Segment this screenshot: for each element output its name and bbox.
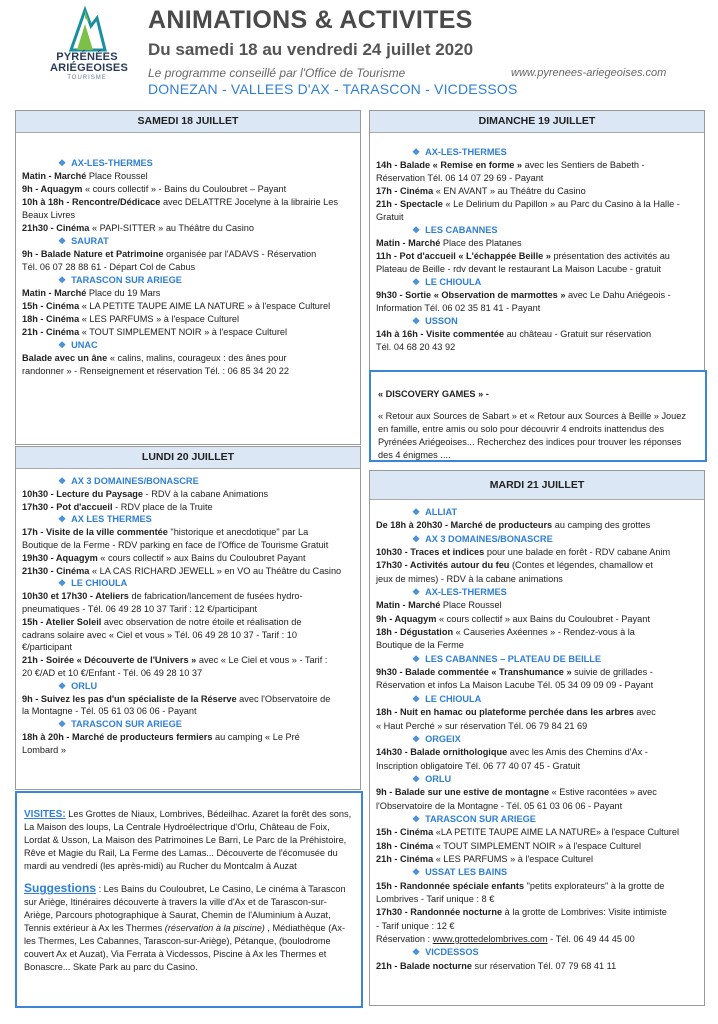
location-name: TARASCON SUR ARIEGE <box>71 275 182 285</box>
event-line <box>22 539 354 552</box>
event-detail: au camping « Le Pré <box>212 731 300 742</box>
samedi-content <box>16 133 360 378</box>
lundi-header: LUNDI 20 JUILLET <box>16 447 360 469</box>
event-line <box>376 853 698 866</box>
event-line <box>22 222 354 235</box>
event-detail: Lombrives - Tarif unique : 8 € <box>376 893 495 904</box>
event-detail: « PAPI-SITTER » au Théâtre du Casino <box>89 223 255 233</box>
event-line <box>22 526 354 539</box>
event-time-title: Matin - Marché <box>376 600 441 611</box>
event-line <box>376 706 698 719</box>
location-heading <box>22 235 354 248</box>
lundi-section <box>15 446 361 790</box>
event-detail: au château - Gratuit sur réservation <box>504 329 652 339</box>
diamond-bullet-icon: ❖ <box>412 533 421 544</box>
diamond-bullet-icon: ❖ <box>412 507 421 517</box>
diamond-bullet-icon: ❖ <box>412 813 421 824</box>
diamond-bullet-icon: ❖ <box>58 719 67 730</box>
event-time-title: 15h - Cinéma <box>376 827 434 838</box>
event-time-title: 9h - Suivez les pas d'un spécialiste de la Réserve <box>22 693 237 704</box>
website-link[interactable]: www.pyrenees-ariegeoises.com <box>511 67 667 79</box>
visites-label: VISITES: <box>24 809 66 821</box>
areas-heading: DONEZAN - VALLEES D'AX - TARASCON - VICDESSOS <box>148 81 518 97</box>
event-line <box>376 893 698 906</box>
event-detail: « cours collectif » aux Bains du Couloubret - Payant <box>436 613 650 624</box>
event-detail: - Tarif unique : 12 € <box>376 920 455 931</box>
event-line <box>376 906 698 919</box>
dimanche-header: DIMANCHE 19 JUILLET <box>370 111 704 133</box>
event-time-title: 15h - Cinéma <box>22 301 80 311</box>
event-detail: Inscription obligatoire Tél. 06 77 40 07 45 - Gratuit <box>376 760 581 771</box>
event-detail: Gratuit <box>376 212 404 222</box>
event-time-title: 14h - Balade « Remise en forme » <box>376 160 523 170</box>
event-line <box>376 302 698 315</box>
mardi-content <box>370 500 704 973</box>
diamond-bullet-icon: ❖ <box>58 680 67 691</box>
event-detail: avec les Sentiers de Babeth - <box>522 160 645 170</box>
event-detail: Réservation et infos La Maison Lacube Tél. 05 34 09 09 09 - Payant <box>376 680 654 691</box>
event-line <box>22 565 354 578</box>
event-time-title: 9h30 - Sortie « Observation de marmottes » <box>376 290 566 300</box>
event-detail: Place Roussel <box>440 600 502 611</box>
event-line <box>376 840 698 853</box>
dimanche-content <box>370 133 704 354</box>
discovery-title: « DISCOVERY GAMES » - <box>378 389 489 400</box>
event-detail: pneumatiques - Tél. 06 49 28 10 37 Tarif : 12 €/participant <box>22 603 258 614</box>
location-name: LES CABANNES – PLATEAU DE BEILLE <box>425 653 602 664</box>
event-time-title: 18h - Dégustation <box>376 627 454 638</box>
event-line <box>376 250 698 263</box>
location-name: AX-LES-THERMES <box>425 587 507 598</box>
diamond-bullet-icon: ❖ <box>412 653 421 664</box>
event-detail: randonner » - Renseignement et réservation Tél. : 06 85 34 20 22 <box>22 366 289 376</box>
visites-text: Les Grottes de Niaux, Lombrives, Bédeilhac. Azaret la forêt des sons, La Maison des loups, La Centrale Hydroélectrique d'Orlu, Château de Foix, Lordat & Usson, La Maison des Patrimoines Le Barri, Le Parc de la Préhistoire, Rêve et Magie du Rail, La Ferme des Lamas... Découverte de l'écomusée du mardi au vendredi (les après-midi) au Rucher du Montcalm à Auzat <box>24 809 352 872</box>
event-detail: Place du 19 Mars <box>86 288 161 298</box>
event-line <box>376 237 698 250</box>
event-line <box>376 341 698 354</box>
location-heading <box>22 339 354 352</box>
location-name: USSON <box>425 316 458 326</box>
event-detail: « LA PETITE TAUPE AIME LA NATURE » à l'espace Culturel <box>79 301 331 311</box>
event-line <box>22 552 354 565</box>
event-line <box>376 519 698 532</box>
event-line <box>376 289 698 302</box>
event-time-title: 15h - Randonnée spéciale enfants <box>376 880 525 891</box>
event-line <box>376 211 698 224</box>
event-line <box>376 559 698 572</box>
location-heading <box>376 533 698 546</box>
location-heading <box>376 946 698 959</box>
event-time-title: 21h30 - Cinéma <box>22 565 90 576</box>
event-line <box>22 603 354 616</box>
page-dates: Du samedi 18 au vendredi 24 juillet 2020 <box>148 40 474 59</box>
discovery-games-box <box>369 370 707 462</box>
event-time-title: 9h30 - Balade commentée « Transhumance » <box>376 667 572 678</box>
event-line <box>22 261 354 274</box>
diamond-bullet-icon: ❖ <box>412 733 421 744</box>
event-detail: 20 €/AD et 10 €/Enfant - Tél. 06 49 28 10 37 <box>22 667 203 678</box>
location-heading <box>376 506 698 519</box>
event-time-title: 18h à 20h - Marché de producteurs fermiers <box>22 731 213 742</box>
event-line <box>376 933 698 946</box>
event-time-title: Matin - Marché <box>22 288 87 298</box>
event-detail: suivie de grillades - <box>571 667 653 678</box>
suggestions-italic: (réservation à la piscine) <box>164 923 265 934</box>
location-name: ALLIAT <box>425 507 458 517</box>
event-line <box>22 365 354 378</box>
event-detail: (Contes et légendes, chamallow et <box>509 560 653 571</box>
event-time-title: 21h - Spectacle <box>376 199 443 209</box>
event-time-title: 21h30 - Cinéma <box>22 223 90 233</box>
event-line <box>22 705 354 718</box>
event-detail: avec les Amis des Chemins d'Ax - <box>507 747 648 758</box>
event-time-title: 17h - Visite de la ville commentée <box>22 527 168 538</box>
event-time-title: 10h30 - Lecture du Paysage <box>22 488 144 499</box>
diamond-bullet-icon: ❖ <box>412 277 421 287</box>
event-detail: « cours collectif » aux Bains du Couloubret Payant <box>97 552 306 563</box>
event-line <box>376 920 698 933</box>
event-detail: « Estive racontées » avec <box>549 787 657 798</box>
event-detail: Place Roussel <box>86 171 148 181</box>
event-time-title: 21h - Cinéma <box>376 853 434 864</box>
event-detail: pour une balade en forêt - RDV cabane Anim <box>484 547 671 558</box>
suggestions-label: Suggestions <box>24 881 97 896</box>
event-line <box>22 183 354 196</box>
event-detail: avec Le Dahu Ariégeois - <box>565 290 671 300</box>
event-detail: "petits explorateurs" à la grotte de <box>524 880 665 891</box>
event-detail: avec observation de notre étoile et réalisation de <box>101 616 302 627</box>
event-time-title: 9h - Aquagym <box>376 613 437 624</box>
event-line <box>22 641 354 654</box>
event-detail: organisée par l'ADAVS - Réservation <box>163 249 317 259</box>
event-detail: - RDV place de la Truite <box>112 501 213 512</box>
event-line <box>376 159 698 172</box>
event-detail: €/participant <box>22 642 73 653</box>
diamond-bullet-icon: ❖ <box>412 587 421 598</box>
event-line <box>376 679 698 692</box>
event-line <box>376 760 698 773</box>
event-detail: « Haut Perché » sur réservation Tél. 06 79 84 21 69 <box>376 720 588 731</box>
event-time-title: 10h à 18h - Rencontre/Dédicace <box>22 197 161 207</box>
location-heading <box>376 315 698 328</box>
location-name: LE CHIOULA <box>71 578 128 589</box>
event-detail: « calins, malins, courageux : des ânes pour <box>107 353 287 363</box>
logo-text-line1: PYRÉNÉES <box>56 51 118 63</box>
event-time-title: 18h - Cinéma <box>376 840 434 851</box>
event-time-title: 17h30 - Randonnée nocturne <box>376 907 503 918</box>
dimanche-section <box>369 110 705 372</box>
event-detail: Boutique de la Ferme - RDV parking en face de l'Office de Tourisme Gratuit <box>22 539 329 550</box>
event-line <box>22 313 354 326</box>
location-heading <box>376 276 698 289</box>
location-name: AX LES THERMES <box>71 514 152 525</box>
location-heading <box>22 513 354 526</box>
event-detail: de fabrication/lancement de fusées hydro- <box>128 591 303 602</box>
location-heading <box>376 813 698 826</box>
event-detail: avec <box>633 707 656 718</box>
event-detail: Beaux Livres <box>22 210 76 220</box>
event-line <box>22 352 354 365</box>
event-detail: la Montagne - Tél. 05 61 03 06 06 - Payant <box>22 706 197 717</box>
event-line <box>22 300 354 313</box>
event-detail: présentation des activités au <box>550 251 670 261</box>
event-link[interactable]: www.grottedelombrives.com <box>432 934 548 944</box>
location-name: VICDESSOS <box>425 947 479 958</box>
location-name: AX 3 DOMAINES/BONASCRE <box>71 476 199 486</box>
location-heading <box>376 653 698 666</box>
suggestions-text-1: : Les Bains du Couloubret, Le Casino, Le cinéma à Tarascon sur Ariège, Itinéraires découverte à travers la ville d'Ax et de Tarascon-sur-Ariège, Parcours photographique à Saurat, Chemin de l'Aluminium à Auzat, Tennis extérieur à Ax les Thermes <box>24 884 346 934</box>
event-line <box>376 826 698 839</box>
mountain-logo-icon <box>67 6 107 52</box>
event-line <box>376 546 698 559</box>
event-detail: Boutique de la Ferme <box>376 640 464 651</box>
event-line <box>22 654 354 667</box>
event-detail: Place des Platanes <box>440 238 522 248</box>
location-name: LE CHIOULA <box>425 693 482 704</box>
event-line <box>22 629 354 642</box>
lundi-content <box>16 469 360 757</box>
diamond-bullet-icon: ❖ <box>412 693 421 704</box>
event-time-title: 17h - Cinéma <box>376 186 434 196</box>
event-detail: Plateau de Beille - rdv devant le restaurant La Maison Lacube - gratuit <box>376 264 661 274</box>
event-detail: « LES PARFUMS » à l'espace Culturel <box>433 853 594 864</box>
event-line <box>22 287 354 300</box>
event-line <box>22 196 354 209</box>
event-line <box>376 800 698 813</box>
diamond-bullet-icon: ❖ <box>58 578 67 589</box>
logo-text-line2: ARIÉGEOISES <box>50 62 128 74</box>
event-line <box>22 590 354 603</box>
event-line <box>376 639 698 652</box>
event-detail: « cours collectif » - Bains du Couloubret – Payant <box>82 184 287 194</box>
diamond-bullet-icon: ❖ <box>58 158 67 168</box>
event-detail: « EN AVANT » au Théâtre du Casino <box>433 186 586 196</box>
diamond-bullet-icon: ❖ <box>412 225 421 235</box>
event-line <box>22 501 354 514</box>
location-name: LES CABANNES <box>425 225 498 235</box>
event-line <box>376 573 698 586</box>
diamond-bullet-icon: ❖ <box>58 236 67 246</box>
location-heading <box>376 866 698 879</box>
location-name: SAURAT <box>71 236 109 246</box>
location-heading <box>22 577 354 590</box>
event-line <box>22 248 354 261</box>
event-time-title: 9h - Aquagym <box>22 184 83 194</box>
event-time-title: 9h - Balade Nature et Patrimoine <box>22 249 164 259</box>
event-detail: Lombard » <box>22 744 66 755</box>
event-detail: avec DELATTRE Jocelyne à la librairie Les <box>160 197 338 207</box>
event-time-title: 21h - Balade nocturne <box>376 960 472 971</box>
location-name: LE CHIOULA <box>425 277 482 287</box>
location-heading <box>376 224 698 237</box>
event-line <box>22 209 354 222</box>
event-time-title: 17h30 - Activités autour du feu <box>376 560 510 571</box>
diamond-bullet-icon: ❖ <box>58 476 67 486</box>
location-name: AX-LES-THERMES <box>71 158 153 168</box>
event-time-title: 21h - Soirée « Découverte de l'Univers » <box>22 655 197 666</box>
diamond-bullet-icon: ❖ <box>412 947 421 958</box>
event-time-title: 15h - Atelier Soleil <box>22 616 102 627</box>
diamond-bullet-icon: ❖ <box>412 147 421 157</box>
event-line <box>22 616 354 629</box>
event-line <box>376 880 698 893</box>
event-line <box>376 599 698 612</box>
location-heading <box>22 157 354 170</box>
event-detail: « LA CAS RICHARD JEWELL » en VO au Théâtre du Casino <box>89 565 342 576</box>
event-time-title: Matin - Marché <box>22 171 87 181</box>
event-line <box>22 170 354 183</box>
page-title: ANIMATIONS & ACTIVITES <box>148 6 473 34</box>
event-detail: Tél. 04 68 20 43 92 <box>376 342 456 352</box>
event-time-title: 10h30 et 17h30 - Ateliers <box>22 591 129 602</box>
location-name: TARASCON SUR ARIEGE <box>71 719 182 730</box>
location-name: TARASCON SUR ARIEGE <box>425 813 536 824</box>
event-time-title: 18h - Cinéma <box>22 314 80 324</box>
event-detail: à la grotte de Lombrives: Visite intimiste <box>502 907 667 918</box>
location-heading <box>22 718 354 731</box>
discovery-text: « Retour aux Sources de Sabart » et « Retour aux Sources à Beille » Jouez en famille, entre amis ou solo pour découvrir 4 endroits inattendus des Pyrénées Ariégeoises... Recherchez des indices pour trouver les réponses des 4 énigmes .... <box>378 411 686 461</box>
event-line <box>376 720 698 733</box>
event-detail: avec « Le Ciel et vous » - Tarif : <box>196 655 328 666</box>
page-subtitle: Le programme conseillé par l'Office de Tourisme <box>148 66 406 80</box>
event-line <box>22 731 354 744</box>
pyrenees-ariegeoises-logo <box>50 6 128 90</box>
samedi-section <box>15 110 361 445</box>
diamond-bullet-icon: ❖ <box>412 316 421 326</box>
event-detail: Information Tél. 06 02 35 81 41 - Payant <box>376 303 541 313</box>
event-detail: jeux de mimes) - RDV à la cabane animations <box>376 573 563 584</box>
event-detail: "historique et anecdotique" par La <box>167 527 309 538</box>
event-line <box>376 666 698 679</box>
event-line <box>376 626 698 639</box>
mardi-header: MARDI 21 JUILLET <box>370 471 704 500</box>
event-line <box>376 185 698 198</box>
event-detail: Tél. 06 07 28 88 61 - Départ Col de Cabus <box>22 262 196 272</box>
event-line <box>376 613 698 626</box>
event-line <box>22 488 354 501</box>
event-detail: «LA PETITE TAUPE AIME LA NATURE» à l'espace Culturel <box>433 827 680 838</box>
event-line <box>22 693 354 706</box>
visites-suggestions-box <box>15 791 363 1008</box>
location-heading <box>376 773 698 786</box>
event-time-title: 11h - Pot d'accueil « L'échappée Beille » <box>376 251 551 261</box>
location-name: AX-LES-THERMES <box>425 147 507 157</box>
logo-text-line3: TOURISME <box>67 75 107 81</box>
event-time-title: 14h30 - Balade ornithologique <box>376 747 508 758</box>
diamond-bullet-icon: ❖ <box>58 275 67 285</box>
event-line <box>376 960 698 973</box>
event-detail: cadrans solaire avec « Ciel et vous » Tél. 06 49 28 10 37 - Tarif : 10 <box>22 629 297 640</box>
event-time-title: De 18h à 20h30 - Marché de producteurs <box>376 520 553 531</box>
location-heading <box>376 586 698 599</box>
location-name: ORLU <box>71 680 98 691</box>
event-time-title: 17h30 - Pot d'accueil <box>22 501 113 512</box>
event-time-title: 9h - Balade sur une estive de montagne <box>376 787 550 798</box>
diamond-bullet-icon: ❖ <box>412 773 421 784</box>
event-detail: Réservation Tél. 06 14 07 29 69 - Payant <box>376 173 544 183</box>
event-line <box>376 263 698 276</box>
location-heading <box>22 475 354 488</box>
event-detail: - RDV à la cabane Animations <box>143 488 269 499</box>
event-detail: au camping des grottes <box>552 520 651 531</box>
event-line <box>376 786 698 799</box>
event-line <box>22 667 354 680</box>
location-name: AX 3 DOMAINES/BONASCRE <box>425 533 553 544</box>
event-line <box>376 198 698 211</box>
event-detail: « Causeries Axéennes » - Rendez-vous à la <box>453 627 635 638</box>
samedi-header: SAMEDI 18 JUILLET <box>16 111 360 133</box>
event-detail: avec l'Observatoire de <box>236 693 331 704</box>
suggestions-text-2: , Médiathèque (Ax-les Thermes, Les Cabannes, Tarascon-sur-Ariège), Pétanque, (boulodrome couvert Ax et Auzat), Via Ferrata à Vicdessos, Piscine à Ax les Thermes et Bonascre... Skate Park au parc du Casino. <box>24 923 346 973</box>
event-detail: sur réservation Tél. 07 79 68 41 11 <box>471 960 617 971</box>
event-line <box>376 172 698 185</box>
location-name: ORGEIX <box>425 733 461 744</box>
event-line <box>376 746 698 759</box>
event-time-title: Matin - Marché <box>376 238 441 248</box>
event-line <box>22 326 354 339</box>
location-heading <box>376 693 698 706</box>
event-detail: « LES PARFUMS » à l'espace Culturel <box>79 314 240 324</box>
event-line <box>376 328 698 341</box>
event-detail: l'Observatoire de la Montagne - Tél. 05 61 03 06 06 - Payant <box>376 800 623 811</box>
event-detail: « TOUT SIMPLEMENT NOIR » à l'espace Culturel <box>79 327 288 337</box>
location-heading <box>22 274 354 287</box>
event-time-title: 21h - Cinéma <box>22 327 80 337</box>
location-heading <box>376 146 698 159</box>
location-name: USSAT LES BAINS <box>425 867 508 878</box>
diamond-bullet-icon: ❖ <box>412 867 421 878</box>
event-detail-2: - Tél. 06 49 44 45 00 <box>547 934 635 944</box>
event-time-title: Balade avec un âne <box>22 353 108 363</box>
event-detail: « Le Delirium du Papillon » au Parc du Casino à la Halle - <box>442 199 680 209</box>
location-name: ORLU <box>425 773 452 784</box>
event-line <box>22 744 354 757</box>
mardi-section <box>369 470 705 1006</box>
diamond-bullet-icon: ❖ <box>58 514 67 525</box>
location-heading <box>22 680 354 693</box>
location-name: UNAC <box>71 340 98 350</box>
event-detail: « TOUT SIMPLEMENT NOIR » à l'espace Culturel <box>433 840 642 851</box>
event-detail: Réservation : <box>376 934 433 944</box>
event-time-title: 14h à 16h - Visite commentée <box>376 329 505 339</box>
event-time-title: 10h30 - Traces et indices <box>376 547 485 558</box>
diamond-bullet-icon: ❖ <box>58 340 67 350</box>
event-time-title: 19h30 - Aquagym <box>22 552 98 563</box>
location-heading <box>376 733 698 746</box>
event-time-title: 18h - Nuit en hamac ou plateforme perchée dans les arbres <box>376 707 634 718</box>
